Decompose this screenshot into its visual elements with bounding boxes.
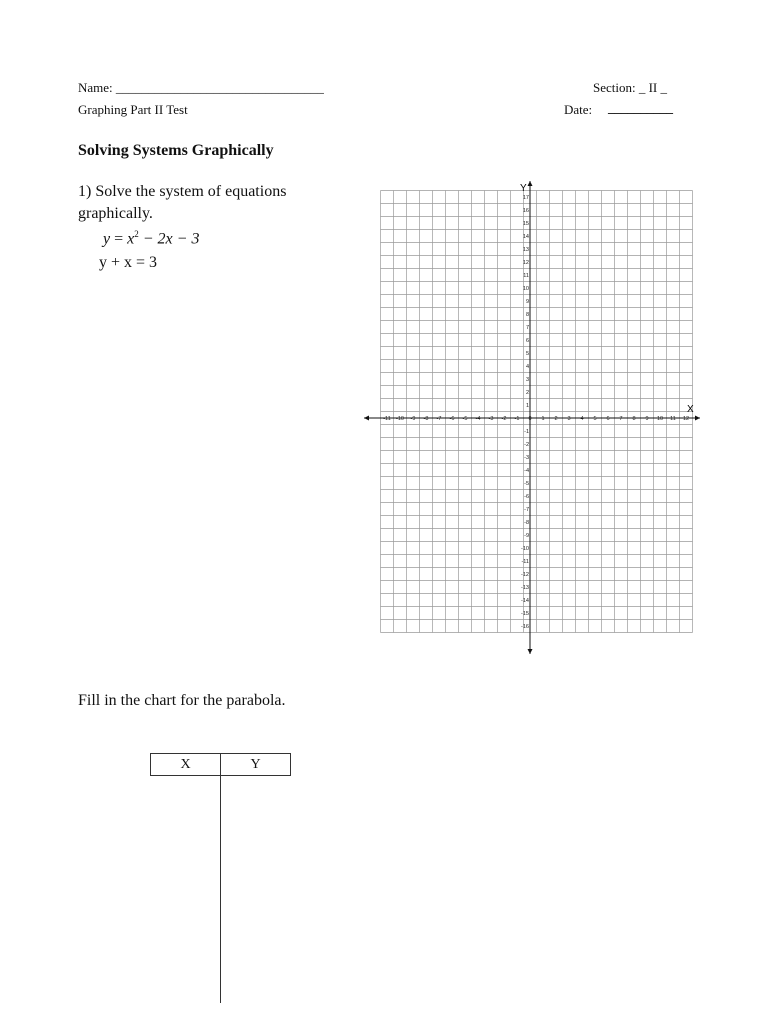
y-tick-label: 11 — [523, 273, 529, 279]
y-tick-label: 16 — [522, 208, 529, 214]
x-tick-label: 9 — [645, 416, 649, 422]
x-tick-label: -5 — [462, 416, 468, 422]
x-tick-label: -9 — [410, 416, 416, 422]
y-tick-label: -3 — [524, 455, 529, 461]
y-tick-label: -5 — [524, 481, 529, 487]
x-tick-label: -6 — [449, 416, 455, 422]
date-field[interactable]: __________ — [608, 100, 673, 115]
y-tick-label: 14 — [522, 234, 529, 240]
x-tick-label: 3 — [567, 416, 571, 422]
y-tick-label: 12 — [522, 260, 529, 266]
x-tick-label: 10 — [656, 416, 664, 422]
x-tick-label: 11 — [670, 416, 676, 422]
test-title: Graphing Part II Test — [78, 102, 188, 117]
section-heading: Solving Systems Graphically — [78, 142, 274, 159]
y-tick-label: 17 — [522, 195, 529, 201]
x-tick-label: -7 — [436, 416, 442, 422]
x-tick-label: -1 — [514, 416, 520, 422]
name-field[interactable]: Name: ________________________________ — [78, 80, 324, 95]
xy-table — [150, 753, 291, 776]
y-tick-label: -7 — [524, 507, 529, 513]
y-tick-label: -16 — [521, 624, 529, 630]
y-tick-label: 9 — [525, 299, 529, 305]
x-tick-label: 2 — [554, 416, 558, 422]
x-tick-label: 0 — [528, 416, 532, 422]
x-tick-label: 5 — [593, 416, 597, 422]
tick-labels — [383, 195, 689, 630]
y-tick-label: -6 — [524, 494, 529, 500]
y-tick-label: -10 — [521, 546, 529, 552]
eq-rest: − 2x − 3 — [138, 230, 200, 248]
y-tick-label: 2 — [525, 390, 529, 396]
x-tick-label: 1 — [541, 416, 545, 422]
x-tick-label: -2 — [501, 416, 507, 422]
date-label: Date: — [564, 102, 593, 117]
equation-line: y + x = 3 — [99, 254, 158, 271]
question-line-1: 1) Solve the system of equations — [78, 183, 287, 200]
eq-x: x — [127, 230, 135, 248]
x-tick-label: -11 — [383, 416, 391, 422]
y-tick-label: 15 — [522, 221, 529, 227]
x-tick-label: 12 — [682, 416, 690, 422]
y-tick-label: -8 — [524, 520, 529, 526]
x-tick-label: 4 — [580, 416, 584, 422]
y-tick-label: -1 — [524, 429, 529, 435]
y-tick-label: 7 — [525, 325, 529, 331]
eq-y: y — [103, 230, 111, 248]
axis-arrow-right — [695, 416, 700, 421]
section-label: Section: _ II _ — [593, 80, 668, 95]
x-tick-label: -3 — [488, 416, 494, 422]
y-tick-label: -14 — [521, 598, 529, 604]
y-axis-label: Y — [520, 183, 527, 194]
table-header-x: X — [151, 754, 221, 776]
table-header-y: Y — [221, 754, 291, 776]
x-axis-label: X — [687, 404, 694, 415]
y-tick-label: 8 — [525, 312, 529, 318]
y-tick-label: -15 — [521, 611, 529, 617]
axis-arrow-up — [528, 181, 533, 186]
y-tick-label: -2 — [524, 442, 529, 448]
axis-arrow-down — [528, 649, 533, 654]
x-tick-label: 6 — [606, 416, 610, 422]
x-tick-label: 7 — [619, 416, 623, 422]
x-tick-label: 8 — [632, 416, 636, 422]
y-tick-label: 4 — [525, 364, 529, 370]
y-tick-label: 13 — [522, 247, 529, 253]
y-tick-label: 10 — [522, 286, 529, 292]
grid-lines — [381, 191, 693, 633]
x-tick-label: -8 — [423, 416, 429, 422]
y-tick-label: -13 — [521, 585, 529, 591]
x-tick-label: -10 — [396, 416, 404, 422]
eq-exponent: 2 — [134, 229, 139, 239]
equation-parabola — [103, 229, 199, 248]
axis-arrow-left — [364, 416, 369, 421]
y-tick-label: 3 — [525, 377, 529, 383]
table-column-divider — [220, 776, 221, 1003]
y-tick-label: 6 — [525, 338, 529, 344]
chart-prompt: Fill in the chart for the parabola. — [78, 692, 286, 709]
question-line-2: graphically. — [78, 205, 153, 222]
y-tick-label: -12 — [521, 572, 529, 578]
y-tick-label: -9 — [524, 533, 529, 539]
coordinate-grid[interactable] — [360, 178, 705, 660]
x-tick-label: -4 — [475, 416, 481, 422]
eq-equals: = — [114, 230, 124, 248]
y-tick-label: 5 — [525, 351, 529, 357]
y-tick-label: 1 — [525, 403, 529, 409]
y-tick-label: -4 — [524, 468, 529, 474]
y-tick-label: -11 — [521, 559, 529, 565]
